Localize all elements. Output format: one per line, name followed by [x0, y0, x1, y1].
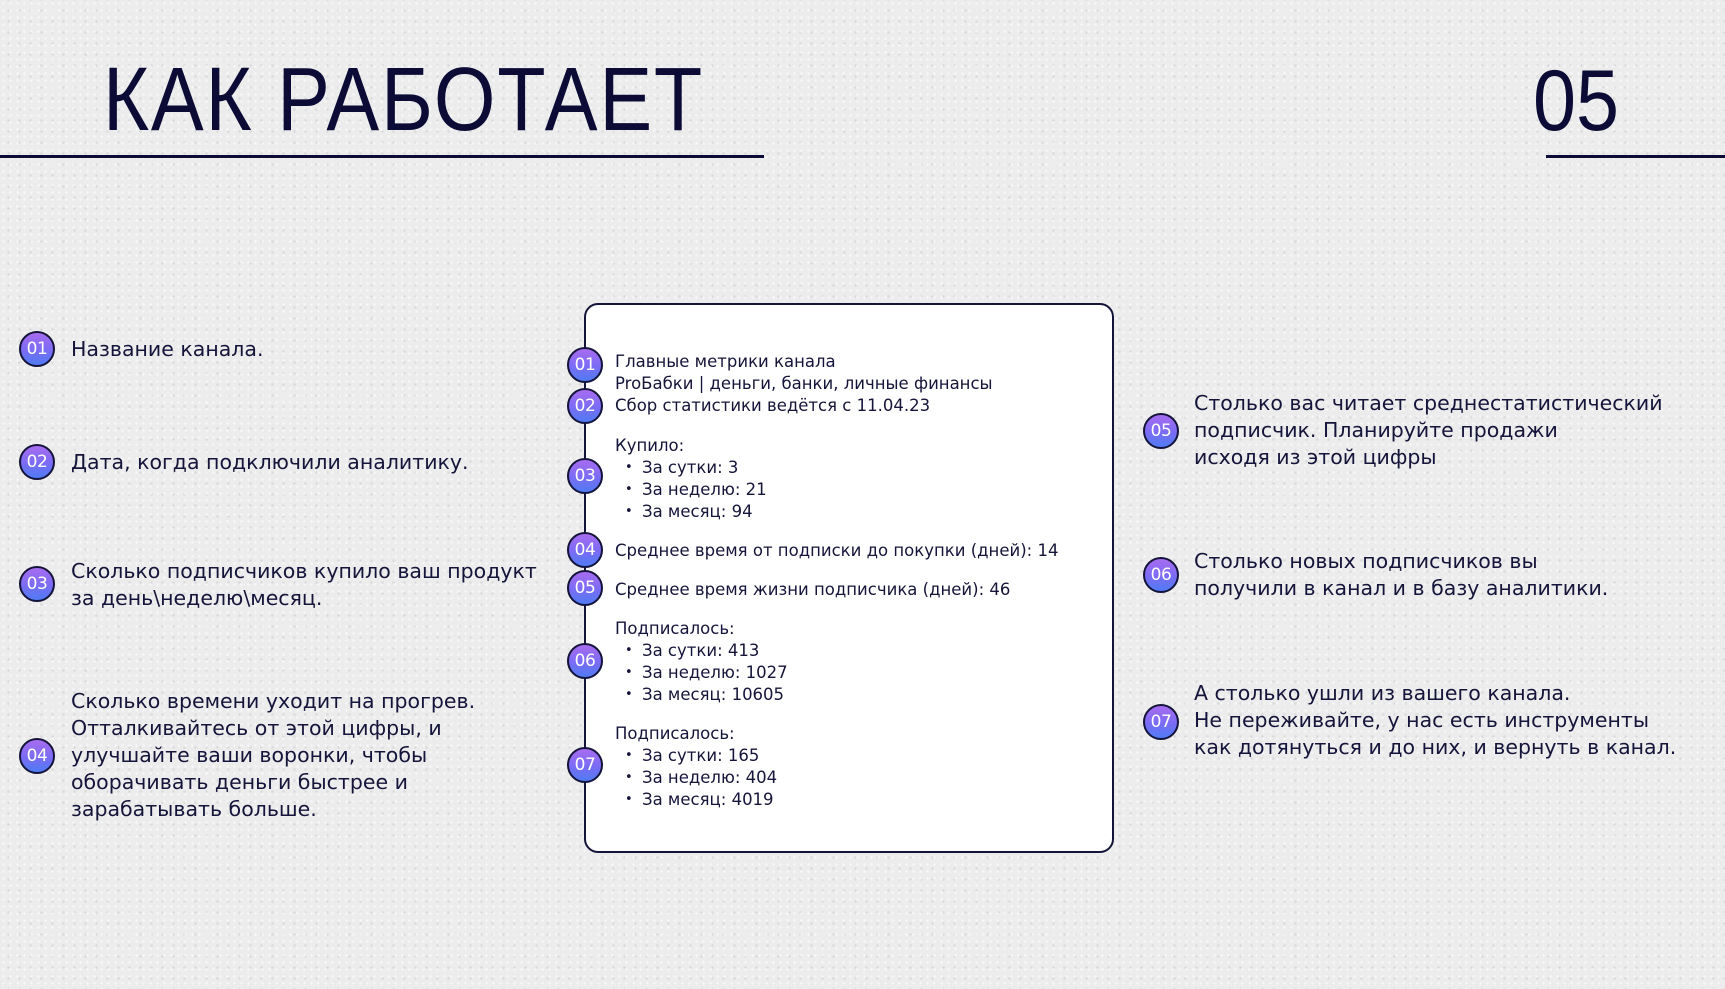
page-number: 05 — [1533, 53, 1620, 149]
badge-05-card: 05 — [567, 570, 603, 606]
badge-02-left: 02 — [19, 444, 55, 480]
list-item: • За месяц: 10605 — [615, 684, 788, 706]
note-warmup: Сколько времени уходит на прогрев. Отталкивайтесь от этой цифры, и улучшайте ваши воронки, чтобы оборачивать деньги быстрее и зарабатывать больше. — [71, 689, 476, 821]
card-avg-life: Среднее время жизни подписчика (дней): 46 — [615, 580, 1011, 599]
card-channel: ProБабки | деньги, банки, личные финансы — [615, 374, 993, 393]
card-avg-purchase: Среднее время от подписки до покупки (дней): 14 — [615, 541, 1059, 560]
list-item: • За месяц: 94 — [615, 501, 767, 523]
badge-05-right: 05 — [1143, 413, 1179, 449]
card-unsubscribed-label: Подписалось: — [615, 724, 735, 743]
badge-07-card: 07 — [567, 747, 603, 783]
list-item: • За неделю: 404 — [615, 767, 777, 789]
badge-01-card: 01 — [567, 347, 603, 383]
badge-04-card: 04 — [567, 532, 603, 568]
card-unsubscribed-list — [615, 745, 777, 811]
page-title: КАК РАБОТАЕТ — [103, 50, 705, 150]
card-subscribed-list — [615, 640, 788, 706]
page-number-underline — [1546, 155, 1725, 158]
list-item: • За неделю: 1027 — [615, 662, 788, 684]
badge-04-left: 04 — [19, 738, 55, 774]
note-channel-name: Название канала. — [71, 337, 264, 361]
card-bought-list — [615, 457, 767, 523]
badge-03-card: 03 — [567, 458, 603, 494]
note-analytics-date: Дата, когда подключили аналитику. — [71, 450, 469, 474]
list-item: • За сутки: 3 — [615, 457, 767, 479]
note-bought: Сколько подписчиков купило ваш продукт за день\неделю\месяц. — [71, 559, 537, 610]
metrics-card — [584, 303, 1114, 853]
list-item: • За неделю: 21 — [615, 479, 767, 501]
title-underline — [0, 155, 764, 158]
note-avg-reader: Столько вас читает среднестатистический подписчик. Планируйте продажи исходя из этой цифры — [1194, 391, 1663, 469]
badge-06-card: 06 — [567, 643, 603, 679]
badge-01-left: 01 — [19, 331, 55, 367]
list-item: • За месяц: 4019 — [615, 789, 777, 811]
note-unsubscribed: А столько ушли из вашего канала. Не переживайте, у нас есть инструменты как дотянуться и до них, и вернуть в канал. — [1194, 681, 1677, 759]
badge-03-left: 03 — [19, 566, 55, 602]
badge-02-card: 02 — [567, 388, 603, 424]
badge-07-right: 07 — [1143, 704, 1179, 740]
card-since: Сбор статистики ведётся с 11.04.23 — [615, 396, 931, 415]
card-heading: Главные метрики канала — [615, 352, 836, 371]
note-new-subscribers: Столько новых подписчиков вы получили в канал и в базу аналитики. — [1194, 549, 1609, 600]
badge-06-right: 06 — [1143, 557, 1179, 593]
card-subscribed-label: Подписалось: — [615, 619, 735, 638]
card-bought-label: Купило: — [615, 436, 685, 455]
list-item: • За сутки: 413 — [615, 640, 788, 662]
list-item: • За сутки: 165 — [615, 745, 777, 767]
